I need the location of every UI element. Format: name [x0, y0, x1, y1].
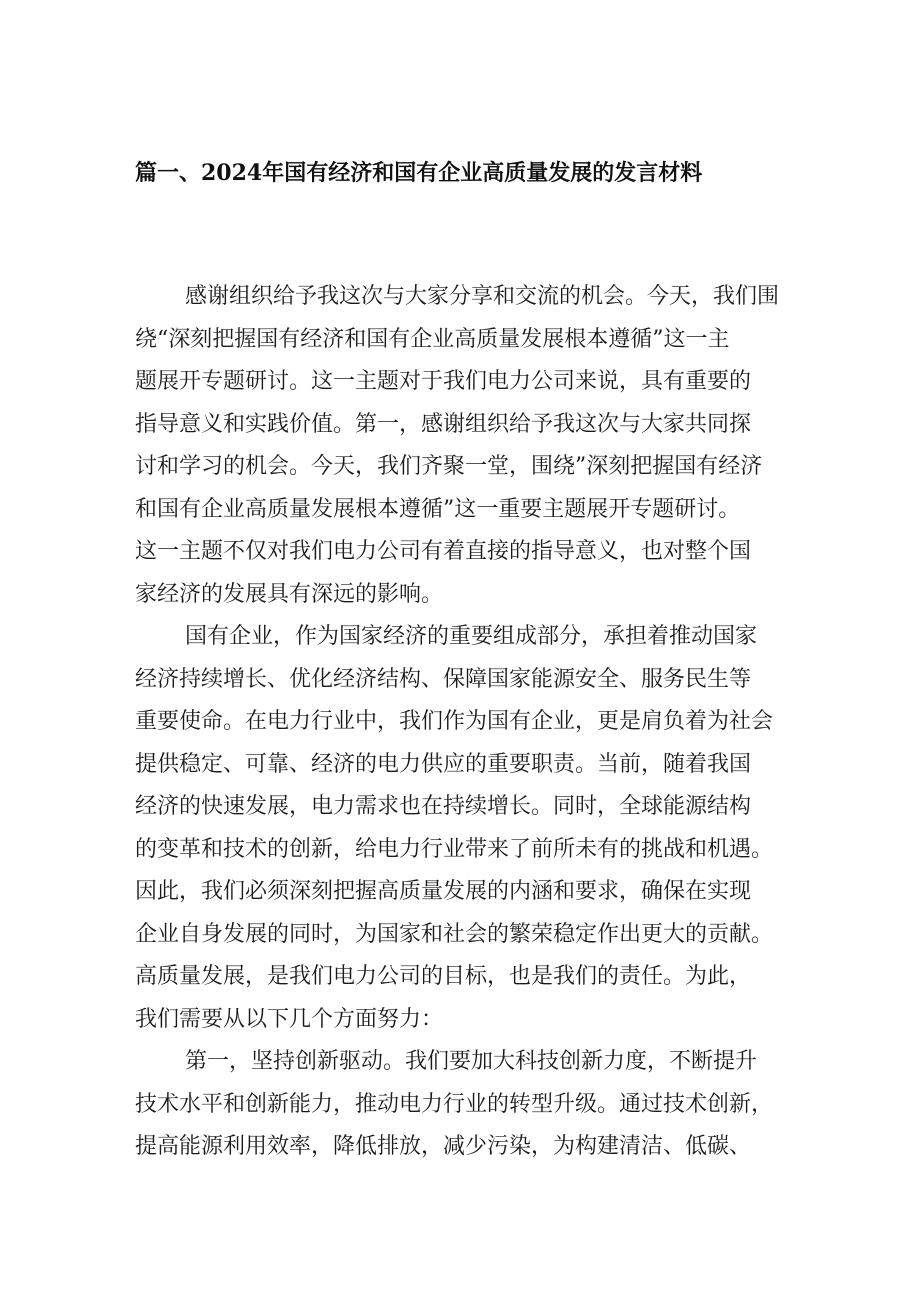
text-line: 题展开专题研讨。这一主题对于我们电力公司来说，具有重要的 [135, 369, 752, 394]
text-line: 提高能源利用效率，降低排放，减少污染，为构建清洁、低碳、 [135, 1134, 752, 1159]
text-line: 因此，我们必须深刻把握高质量发展的内涵和要求，确保在实现 [135, 879, 752, 904]
text-line: 第一，坚持创新驱动。我们要加大科技创新力度，不断提升 [185, 1049, 758, 1074]
text-line: 绕“深刻把握国有经济和国有企业高质量发展根本遵循”这一主 [135, 326, 730, 352]
document-body [135, 276, 790, 1169]
text-line: 讨和学习的机会。今天，我们齐聚一堂，围绕”深刻把握国有经济 [135, 454, 763, 479]
text-line: 的变革和技术的创新，给电力行业带来了前所未有的挑战和机遇。 [135, 836, 774, 862]
text-line: 高质量发展，是我们电力公司的目标，也是我们的责任。为此， [135, 964, 752, 989]
text-line: 指导意义和实践价值。第一，感谢组织给予我这次与大家共同探 [135, 411, 752, 437]
document-title: 篇一、2024年国有经济和国有企业高质量发展的发言材料 [135, 160, 703, 186]
text-line: 我们需要从以下几个方面努力： [135, 1006, 444, 1032]
text-line: 重要使命。在电力行业中，我们作为国有企业，更是肩负着为社会 [135, 709, 774, 734]
text-line: 提供稳定、可靠、经济的电力供应的重要职责。当前，随着我国 [135, 751, 752, 777]
text-line: 经济持续增长、优化经济结构、保障国家能源安全、服务民生等 [135, 666, 752, 692]
text-line: 经济的快速发展，电力需求也在持续增长。同时，全球能源结构 [135, 794, 752, 819]
text-line: 技术水平和创新能力，推动电力行业的转型升级。通过技术创新， [135, 1091, 774, 1117]
text-line: 这一主题不仅对我们电力公司有着直接的指导意义，也对整个国 [135, 539, 752, 564]
text-line: 国有企业，作为国家经济的重要组成部分，承担着推动国家 [185, 624, 758, 649]
text-line: 感谢组织给予我这次与大家分享和交流的机会。今天，我们围 [185, 284, 780, 309]
text-line: 家经济的发展具有深远的影响。 [135, 581, 444, 607]
text-line: 企业自身发展的同时，为国家和社会的繁荣稳定作出更大的贡献。 [135, 921, 774, 947]
text-line: 和国有企业高质量发展根本遵循”这一重要主题展开专题研讨。 [135, 496, 741, 522]
